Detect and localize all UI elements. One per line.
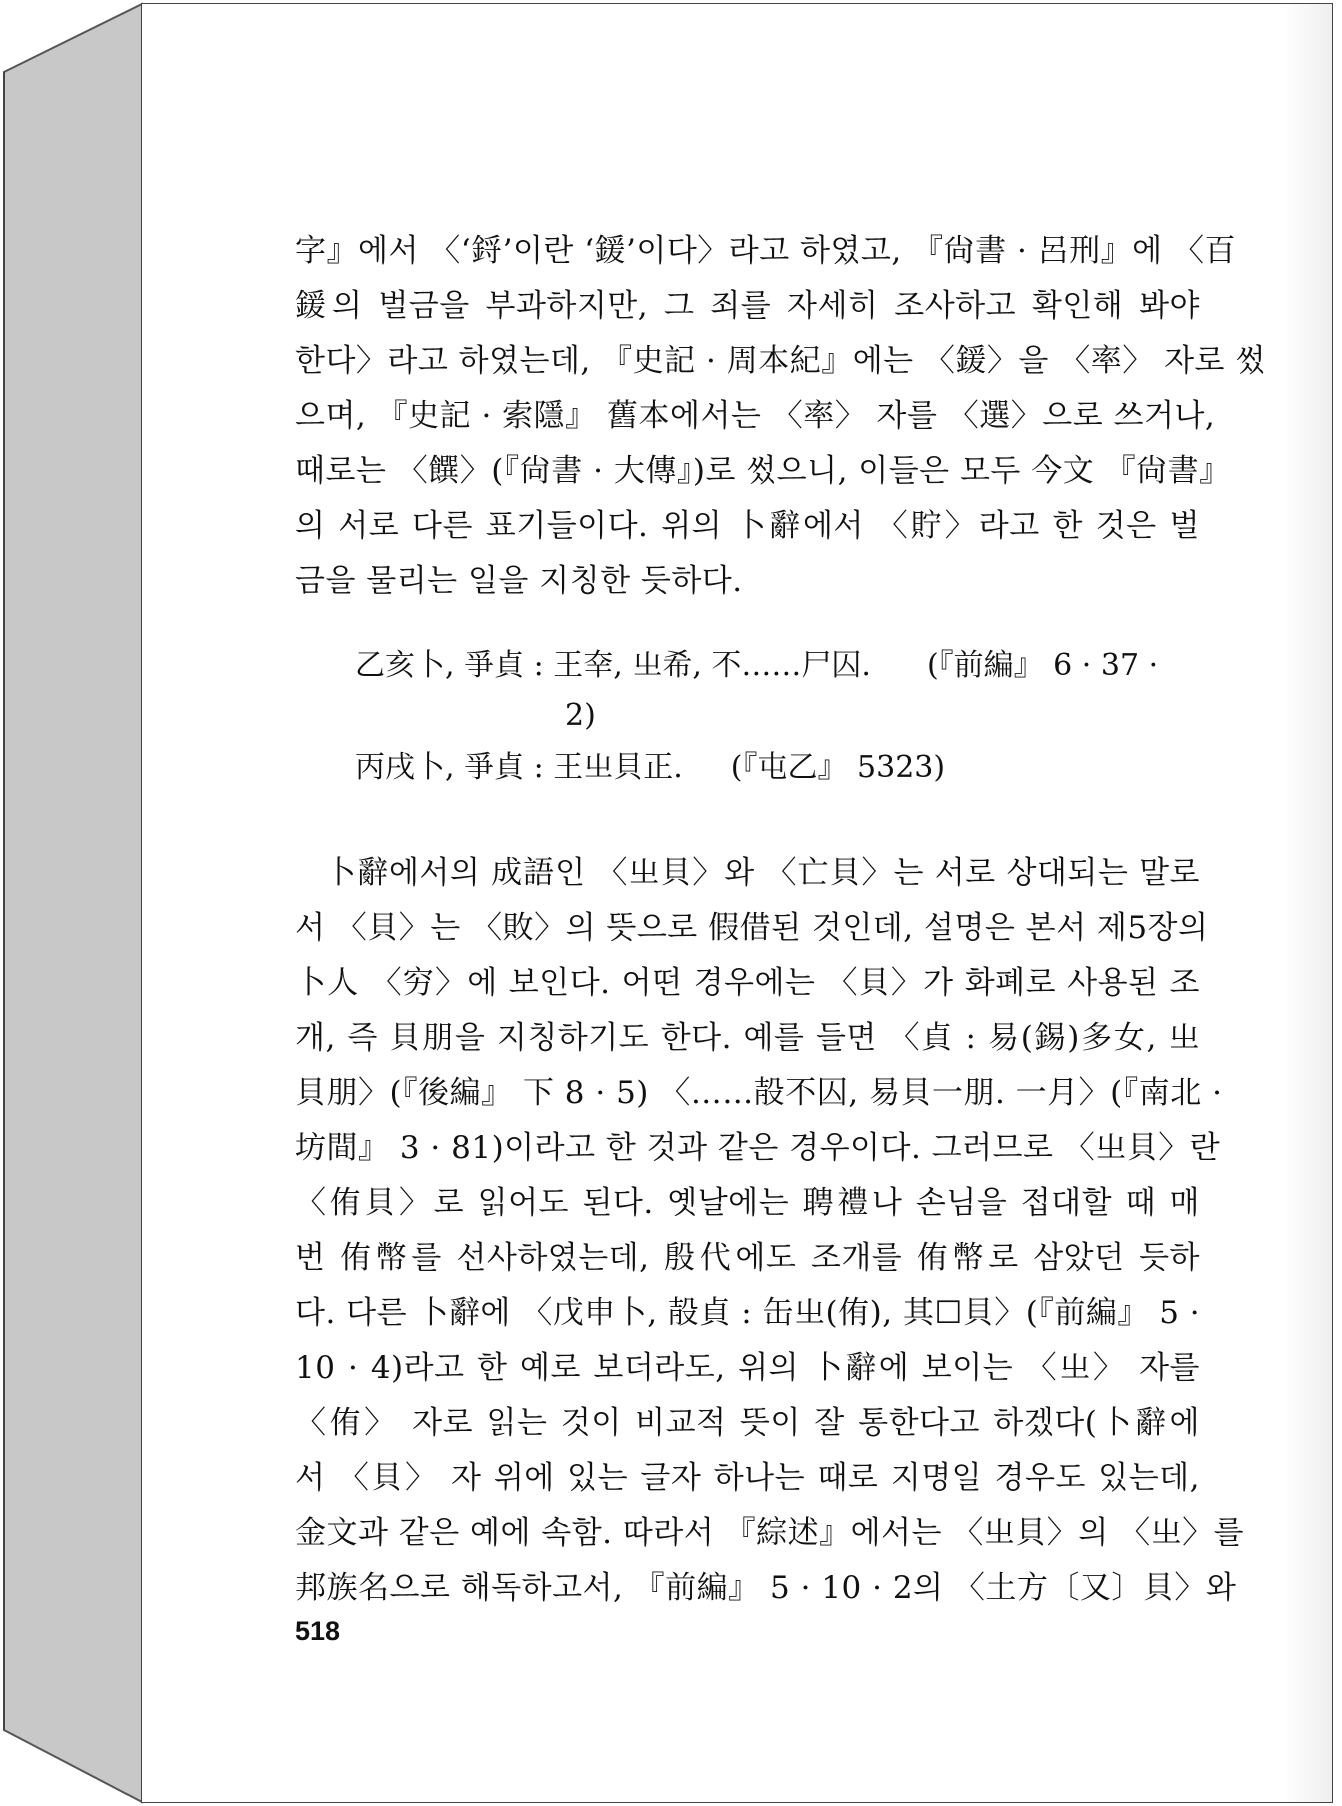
paragraph-line: 개, 즉 貝朋을 지칭하기도 한다. 예를 들면 〈貞 : 易(錫)多女, 㞢 (295, 1020, 1200, 1056)
paragraph-line: 坊間』 3 · 81)이라고 한 것과 같은 경우이다. 그러므로 〈㞢貝〉란 (295, 1130, 1221, 1166)
paragraph-line: 字』에서 〈‘鋝’이란 ‘鍰’이다〉라고 하였고, 『尙書 · 呂刑』에 〈百 (295, 233, 1236, 269)
paragraph-line: 으며, 『史記 · 索隱』 舊本에서는 〈率〉 자를 〈選〉으로 쓰거나, (295, 398, 1216, 434)
inscription-source: (『屯乙』 5323) (730, 750, 946, 785)
paragraph-line: 때로는 〈饌〉(『尙書 · 大傳』)로 썼으니, 이들은 모두 今文 『尙書』 (295, 453, 1231, 489)
paragraph-line: 貝朋〉(『後編』 下 8 · 5) 〈……㱿不囚, 易貝一朋. 一月〉(『南北 · (295, 1075, 1223, 1111)
page-edge-shadow (1284, 4, 1332, 1802)
inscription-text: 乙亥卜, 爭貞 : 王㚔, 㞢希, 不……尸囚. (355, 648, 871, 683)
paragraph-line: 금을 물리는 일을 지칭한 듯하다. (295, 563, 743, 599)
paragraph-line: 서 〈貝〉 자 위에 있는 글자 하나는 때로 지명일 경우도 있는데, (295, 1460, 1200, 1496)
inscription-source: (『前編』 6 · 37 · (926, 648, 1159, 683)
paragraph-1 (295, 224, 1266, 609)
paragraph-line: 卜辭에서의 成語인 〈㞢貝〉와 〈亡貝〉는 서로 상대되는 말로 (325, 855, 1200, 891)
paragraph-line: 한다〉라고 하였는데, 『史記 · 周本紀』에는 〈鍰〉을 〈率〉 자로 썼 (295, 343, 1266, 379)
paragraph-line: 〈侑〉 자로 읽는 것이 비교적 뜻이 잘 통한다고 하겠다(卜辭에 (295, 1405, 1200, 1441)
quoted-inscription-1 (355, 640, 1158, 692)
paragraph-line: 의 서로 다른 표기들이다. 위의 卜辭에서 〈貯〉라고 한 것은 벌 (295, 508, 1200, 544)
paragraph-line: 卜人 〈穷〉에 보인다. 어떤 경우에는 〈貝〉가 화폐로 사용된 조 (295, 965, 1200, 1001)
paragraph-line: 金文과 같은 예에 속함. 따라서 『綜述』에서는 〈㞢貝〉의 〈㞢〉를 (295, 1515, 1245, 1551)
paragraph-2 (295, 846, 1245, 1616)
paragraph-line: 다. 다른 卜辭에 〈戊申卜, 㱿貞 : 缶㞢(侑), 其☐貝〉(『前編』 5 · (295, 1295, 1201, 1331)
paragraph-line: 〈侑貝〉로 읽어도 된다. 옛날에는 聘禮나 손님을 접대할 때 매 (295, 1185, 1200, 1221)
paragraph-line: 번 侑幣를 선사하였는데, 殷代에도 조개를 侑幣로 삼았던 듯하 (295, 1240, 1200, 1276)
paragraph-line: 서 〈貝〉는 〈敗〉의 뜻으로 假借된 것인데, 설명은 본서 제5장의 (295, 910, 1209, 946)
page-number: 518 (295, 1616, 341, 1646)
inscription-text: 丙戌卜, 爭貞 : 王㞢貝正. (355, 750, 683, 785)
quoted-inscription-2 (355, 742, 945, 794)
paragraph-line: 鍰의 벌금을 부과하지만, 그 죄를 자세히 조사하고 확인해 봐야 (295, 288, 1200, 324)
inscription-source-continued: 2) (565, 698, 596, 733)
paragraph-line: 邦族名으로 해독하고서, 『前編』 5 · 10 · 2의 〈土方〔又〕貝〉와 (295, 1570, 1237, 1606)
paragraph-line: 10 · 4)라고 한 예로 보더라도, 위의 卜辭에 보이는 〈㞢〉 자를 (295, 1350, 1200, 1386)
